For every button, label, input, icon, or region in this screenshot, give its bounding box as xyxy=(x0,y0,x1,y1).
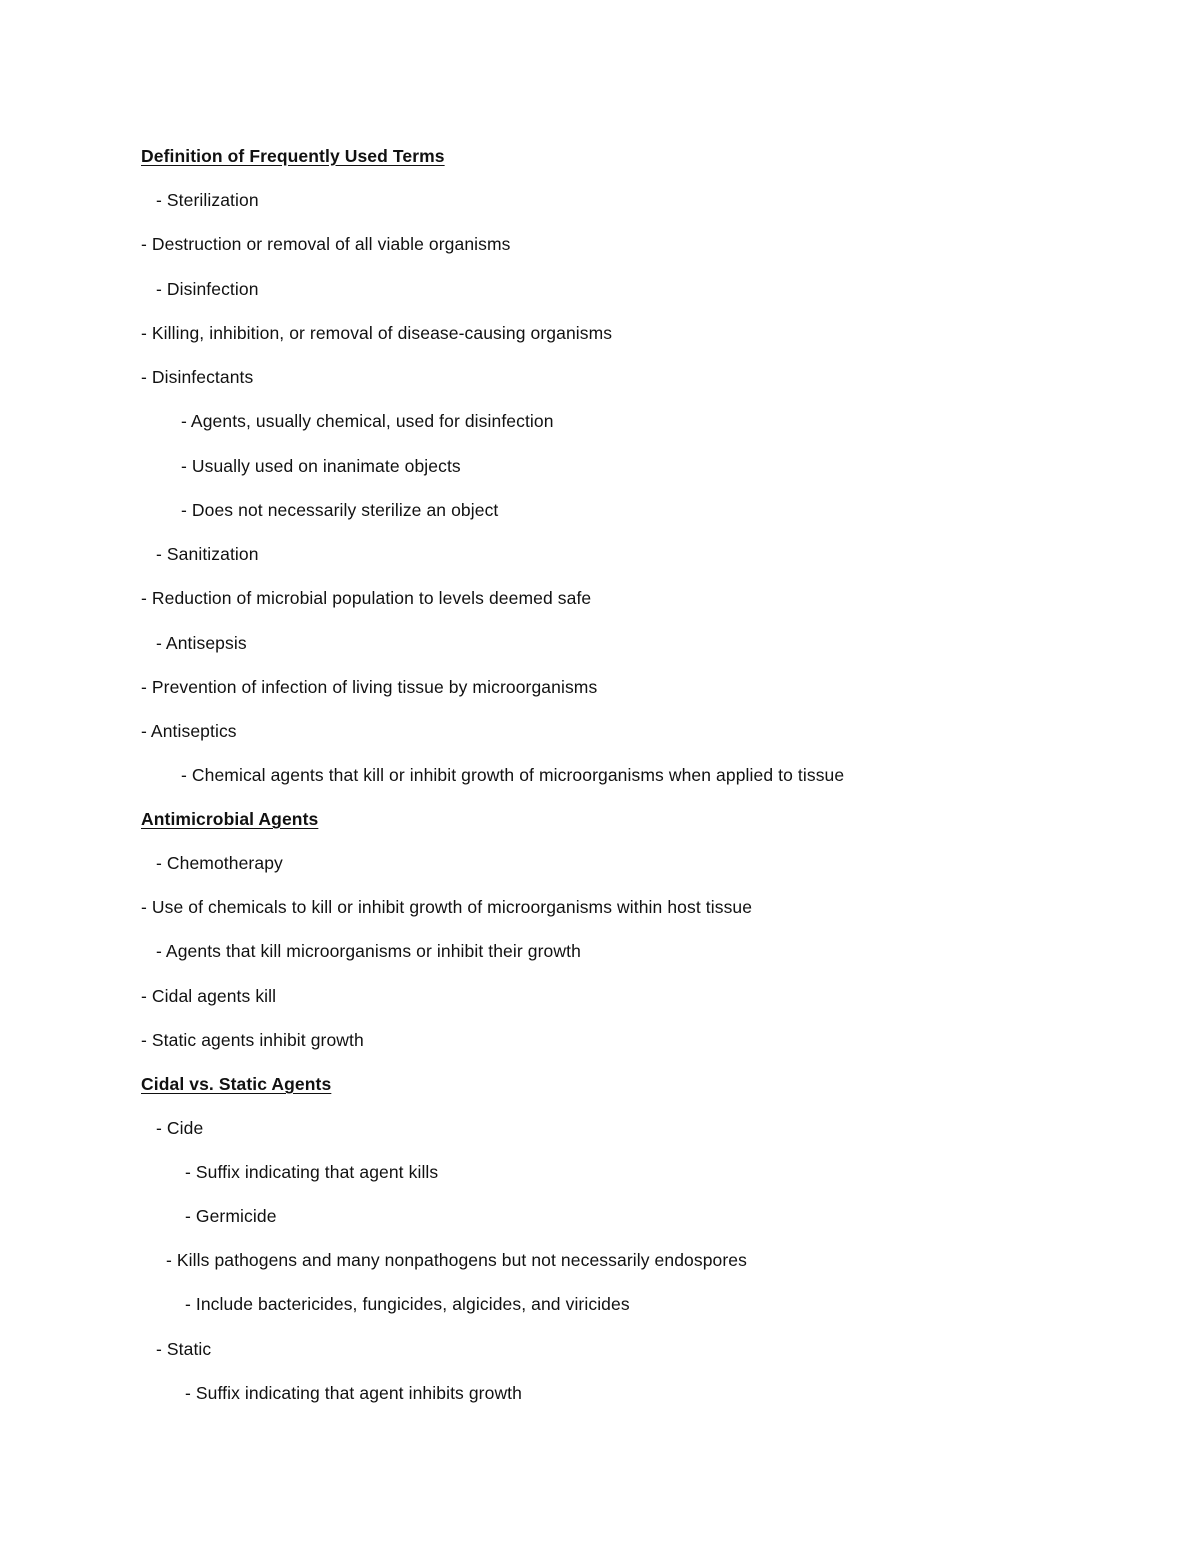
sub-bullet: - Usually used on inanimate objects xyxy=(181,456,461,476)
sub-bullet: - Chemical agents that kill or inhibit growth of microorganisms when applied to tissue xyxy=(181,765,845,785)
definition-line: - Killing, inhibition, or removal of disease-causing organisms xyxy=(141,323,613,343)
term-static: - Static xyxy=(156,1339,212,1359)
term-sterilization: - Sterilization xyxy=(156,190,259,210)
sub-bullet: - Suffix indicating that agent inhibits growth xyxy=(185,1383,522,1403)
term-antiseptics: - Antiseptics xyxy=(141,721,237,741)
term-cide: - Cide xyxy=(156,1118,204,1138)
section-heading-antimicrobial: Antimicrobial Agents xyxy=(141,809,319,829)
bullet-line: - Cidal agents kill xyxy=(141,986,277,1006)
bullet-line: - Static agents inhibit growth xyxy=(141,1030,364,1050)
sub-bullet: - Suffix indicating that agent kills xyxy=(185,1162,439,1182)
term-disinfectants: - Disinfectants xyxy=(141,367,254,387)
sub-bullet: - Does not necessarily sterilize an object xyxy=(181,500,499,520)
sub-bullet: - Include bactericides, fungicides, algicides, and viricides xyxy=(185,1294,630,1314)
bullet-line: - Kills pathogens and many nonpathogens but not necessarily endospores xyxy=(166,1250,747,1270)
term-chemotherapy: - Chemotherapy xyxy=(156,853,283,873)
section-heading-definitions: Definition of Frequently Used Terms xyxy=(141,146,445,166)
term-disinfection: - Disinfection xyxy=(156,279,259,299)
term-sanitization: - Sanitization xyxy=(156,544,259,564)
definition-line: - Prevention of infection of living tissue by microorganisms xyxy=(141,677,598,697)
definition-line: - Reduction of microbial population to levels deemed safe xyxy=(141,588,592,608)
sub-bullet: - Germicide xyxy=(185,1206,277,1226)
definition-line: - Destruction or removal of all viable organisms xyxy=(141,234,511,254)
bullet-line: - Agents that kill microorganisms or inhibit their growth xyxy=(156,941,581,961)
term-antisepsis: - Antisepsis xyxy=(156,633,247,653)
sub-bullet: - Agents, usually chemical, used for disinfection xyxy=(181,411,554,431)
section-heading-cidal-static: Cidal vs. Static Agents xyxy=(141,1074,332,1094)
definition-line: - Use of chemicals to kill or inhibit growth of microorganisms within host tissue xyxy=(141,897,753,917)
